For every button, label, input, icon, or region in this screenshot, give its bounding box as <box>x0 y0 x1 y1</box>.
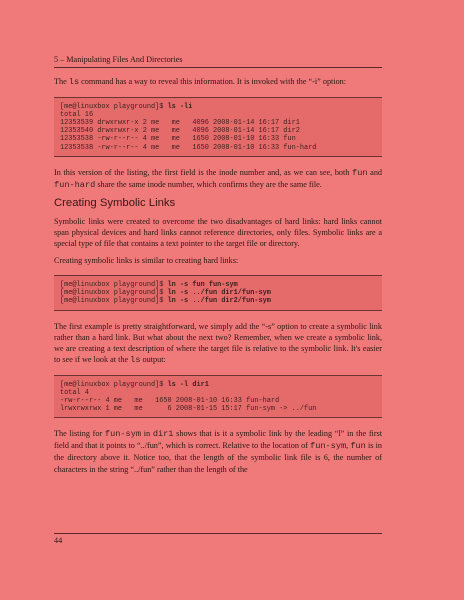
terminal-output-line: 12353538 -rw-r--r-- 4 me me 1650 2008-01-10 16:33 fun <box>60 135 296 144</box>
text-run: in <box>141 429 153 439</box>
terminal-command: ls -l dir1 <box>167 380 209 389</box>
terminal-block-ls-l-dir1 <box>54 375 382 418</box>
terminal-output-line: lrwxrwxrwx 1 me me 6 2008-01-15 15:17 fun-sym -> ../fun <box>60 405 317 414</box>
page-footer <box>54 533 382 546</box>
page-content <box>54 76 382 481</box>
terminal-output-line: 12353538 -rw-r--r-- 4 me me 1650 2008-01-10 16:33 fun-hard <box>60 143 317 152</box>
inline-code-dir1: dir1 <box>152 429 174 440</box>
inline-code-fun: fun <box>350 441 366 452</box>
text-run: output: <box>140 354 166 364</box>
terminal-output-line: 12353539 drwxrwxr-x 2 me me 4096 2008-01-14 16:17 dir1 <box>60 119 300 128</box>
paragraph-symlink-explanation <box>54 321 382 366</box>
paragraph-symlink-intro: Symbolic links were created to overcome the two disadvantages of hard links: hard links cannot span physical devices and hard links cannot reference directories, only files. Symbolic links are a special type of file that contains a text pointer to the target file or directory. <box>54 216 382 249</box>
text-run: shows that is it a symbolic link by the leading “l” in the first field and that it points to “../fun”, which is correct. Relative to the location of <box>54 429 383 451</box>
terminal-output-line: -rw-r--r-- 4 me me 1650 2008-01-10 16:33 fun-hard <box>60 397 280 406</box>
inline-code-fun-sym: fun-sym <box>104 429 142 440</box>
text-run: command has a way to reveal this information. It is invoked with the “-i” option: <box>79 77 347 86</box>
terminal-prompt: [me@linuxbox playground]$ <box>60 297 168 306</box>
text-run: The first example is pretty straightforward, we simply add the “-s” option to create a symbolic link rather than a hard link. But what about the next two? Remember, when we create a symbolic link, we are creating a text description of where the target file is relative to the symbolic link. It's easier to see if we look at the <box>54 321 382 364</box>
text-run: and <box>367 167 383 177</box>
inline-code-ls: ls <box>130 354 141 365</box>
text-run: share the same inode number, which confirms they are the same file. <box>95 179 322 189</box>
terminal-output-line: 12353540 drwxrwxr-x 2 me me 4096 2008-01-14 16:17 dir2 <box>60 127 300 136</box>
running-header <box>54 55 382 68</box>
terminal-command: ln -s ../fun dir1/fun-sym <box>167 289 271 298</box>
terminal-prompt: [me@linuxbox playground]$ <box>60 103 168 112</box>
terminal-prompt: [me@linuxbox playground]$ <box>60 289 168 298</box>
terminal-block-ln-s <box>54 275 382 310</box>
text-run: The listing for <box>54 429 105 439</box>
running-header-title: 5 – Manipulating Files And Directories <box>54 55 183 64</box>
paragraph-symlink-howto: Creating symbolic links is similar to creating hard links: <box>54 256 239 266</box>
paragraph-ls-intro <box>54 76 382 88</box>
text-run: , <box>346 441 351 451</box>
inline-code-ls: ls <box>68 77 80 87</box>
paragraph-fun-sym-listing <box>54 428 382 474</box>
terminal-block-ls-li <box>54 97 382 157</box>
terminal-command: ln -s ../fun dir2/fun-sym <box>167 297 271 306</box>
section-heading: Creating Symbolic Links <box>54 196 176 209</box>
page-number: 44 <box>54 536 63 545</box>
text-run: is in the directory above it. Notice too, that the length of the symbolic link file is 6, the number of characters in the string “../fun” rather than the length of the <box>54 441 382 474</box>
terminal-prompt: [me@linuxbox playground]$ <box>60 380 168 389</box>
terminal-prompt: [me@linuxbox playground]$ <box>60 281 168 290</box>
terminal-output-line: total 16 <box>60 111 94 120</box>
inline-code-fun: fun <box>352 167 368 178</box>
terminal-command: ln -s fun fun-sym <box>167 281 238 290</box>
inline-code-fun-sym: fun-sym <box>310 441 347 452</box>
terminal-output-line: total 4 <box>60 388 89 397</box>
paragraph-inode-explanation <box>54 167 382 191</box>
text-run: The <box>54 77 69 86</box>
inline-code-fun-hard: fun-hard <box>54 179 96 190</box>
terminal-command: ls -li <box>167 103 193 112</box>
text-run: In this version of the listing, the first field is the inode number and, as we can see, both <box>54 167 353 177</box>
